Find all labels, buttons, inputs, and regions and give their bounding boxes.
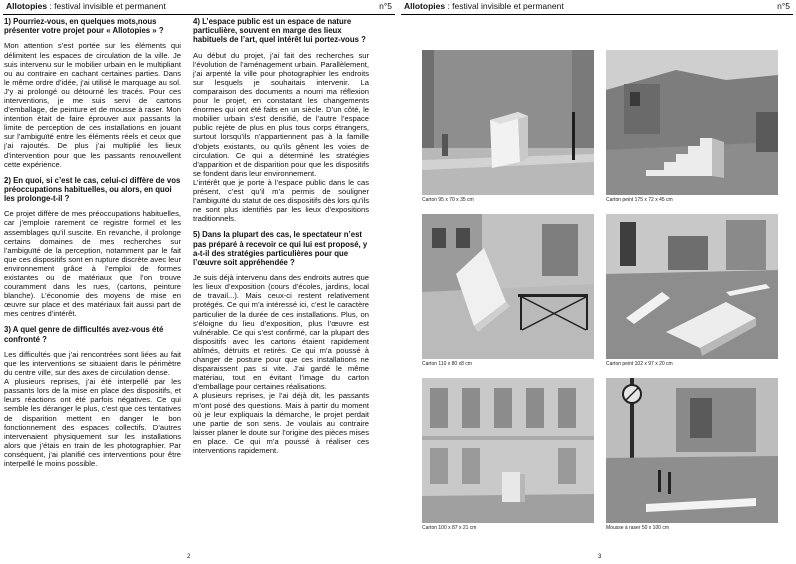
answer-3a: Les difficultés que j’ai rencontrées sont liées au fait que les interventions se situaient dans le périmètre du centre ville, sur des axes de circulation dense. (4, 349, 181, 378)
photo-carton-box-street (422, 50, 594, 195)
photo-shaving-foam-marking (606, 378, 778, 523)
answer-5a: Je suis déjà intervenu dans des endroits autres que les lieux d’exposition (cours d’écoles, jardins, local de travail...). Mais ceux-ci restent relativement protégés. Ce qui m’a intéressé ici, c’est le caractère particulier de la durée de ces installations. Plus, on s’éloigne du lieu d’exposition, plus l’œuvre est vulnérable. Ce qui s’est confirmé, car la plupart des dispositifs avec les cartons étaient rapidement abîmés, détruits et retirés. Ce qui m’a poussé à changer de posture pour que ces installations ne disparaissent pas si vite. J’ai gardé le même matériau, tout en évitant l’image du carton d’emballage pour certaines réalisations. (193, 273, 369, 392)
photo-wall-box (422, 378, 594, 523)
running-header (6, 1, 392, 13)
photo-road-marking-box (606, 214, 778, 359)
caption-2: Carton peint 175 x 72 x 45 cm (606, 197, 673, 203)
caption-1: Carton 95 x 70 x 35 cm (422, 197, 474, 203)
caption-3: Carton 110 x 80 x8 cm (422, 361, 472, 367)
answer-4b: L’intérêt que je porte à l’espace public dans le cas présent, c’est qu’il m’a permis de souligner l’ambiguïté du statut de ces dispositifs dès lors qu’ils ne sont plus identifiés par les lieux d’expositions traditionnels. (193, 177, 370, 224)
header-title-rest: : festival invisible et permanent (47, 1, 166, 11)
answer-1: Mon attention s’est portée sur les éléments qui délimitent les espaces de circulation de la ville. Je suis intervenu sur le mobilier urbain en le multipliant ou au contraire en cachant certaines parties. Dans le même ordre d’idée, j’ai utilisé le marquage au sol. J’y ai prolongé ou détourné les tracés. Pour ces interventions, je me suis servi de cartons d’emballage, de peinture et de mousse à raser. Mon intention était de faire éprouver aux passants la limite de perception de ces installations en jouant sur l’ambiguïté entre les éléments réels et ceux que j’ai rajoutés. De plus j’ai multiplié les lieux d’intervention pour que les passants renouvellent cette expérience. (4, 41, 181, 169)
answer-3b: A plusieurs reprises, j’ai été interpellé par les passants lors de la mise en place des dispositifs, et leurs réactions ont été parfois négatives. Ce qui semble les déranger le plus, c’est que ces tentatives de disparition mettent en danger le bon fonctionnement des espaces collectifs. D’autres intervenaient physiquement sur les installations alors que j’étais en train de les photographier. Par conséquent, j’ai planifié ces interventions pour être interpellé le moins possible. (4, 377, 181, 468)
issue-number: n°5 (379, 1, 392, 11)
header-rule (3, 14, 395, 15)
running-header-right (404, 1, 790, 13)
text-column-1 (4, 17, 181, 475)
text-column-2 (193, 17, 369, 462)
issue-number-right: n°5 (777, 1, 790, 11)
question-3: 3) A quel genre de difficultés avez-vous été confronté ? (4, 325, 164, 344)
page-number-left: 2 (187, 554, 191, 560)
question-4: 4) L’espace public est un espace de nature particulière, souvent en marge des lieux habituels de l’art, quel intérêt lui portez-vous ? (193, 17, 366, 45)
caption-5: Carton 100 x 87 x 21 cm (422, 525, 477, 531)
caption-6: Mousse à raser 50 x 100 cm (606, 525, 670, 531)
right-page (398, 0, 796, 564)
question-5: 5) Dans la plupart des cas, le spectateur n’est pas préparé à recevoir ce qui lui est proposé, y a-t-il des stratégies particulières pour que l’œuvre soit appréhendée ? (193, 230, 368, 267)
caption-4: Carton peint 102 x 97 x 20 cm (606, 361, 673, 367)
photo-tilted-panel-barrier (422, 214, 594, 359)
answer-5b: A plusieurs reprises, je l’ai déjà dit, les passants m’ont posé des questions. Mais à partir du moment où je leur expliquais la démarche, le projet perdait une partie de son sens. Je voulais au contraire laisser planer le doute sur l’origine des pièces mises en place. Ce qui m’a poussé à réaliser ces interventions rapidement. (193, 391, 369, 455)
header-title-rest-right: : festival invisible et permanent (445, 1, 564, 11)
answer-4a: Au début du projet, j’ai fait des recherches sur l’évolution de l’aménagement urbain. Parallèlement, j’ai arpenté la ville pour photographier les endroits sur lesquels je souhaitais intervenir. La comparaison des documents a nourri ma réflexion pour le projet, en constatant les changements énormes qui ont été faits en un siècle. D’un côté, le mobilier urbain s’est densifié, de l’autre l’espace public rejète de plus en plus tous corps étrangers, surtout lorsqu’ils n’appartiennent pas à la famille d’objets existants, ou qu’ils gênent les voies de circulation. Ce qui a déterminé les stratégies d’apparition et de disparition pour que les dispositifs se fondent dans leur environnement. (193, 50, 369, 178)
header-rule-right (401, 14, 793, 15)
header-title-bold: Allotopies (6, 1, 48, 11)
question-1: 1) Pourriez-vous, en quelques mots,nous présenter votre projet pour « Allotopies » ? (4, 17, 164, 36)
photo-painted-steps (606, 50, 778, 195)
page-number-right: 3 (598, 554, 602, 560)
header-title-bold-right: Allotopies (404, 1, 446, 11)
question-2: 2) En quoi, si c’est le cas, celui-ci diffère de vos préoccupations habituelles, ou alors, en quoi les prolonge-t-il ? (4, 175, 181, 204)
answer-2: Ce projet diffère de mes préoccupations habituelles, car j’emploie rarement ce registre formel et les assemblages qu’il suscite. En revanche, il prolonge certains domaines de mes recherches sur l’ambiguïté de la perception, notamment par le fait que ces dispositifs sont en rupture discrète avec leur environnement grâce à l’emploi de formes existantes ou de matériaux que l’on trouve couramment dans les rues, (cartons, peinture blanche). L’économie des moyens de mise en œuvre sur place et des matériaux fait aussi part de mes centres d’intérêt. (4, 209, 181, 319)
